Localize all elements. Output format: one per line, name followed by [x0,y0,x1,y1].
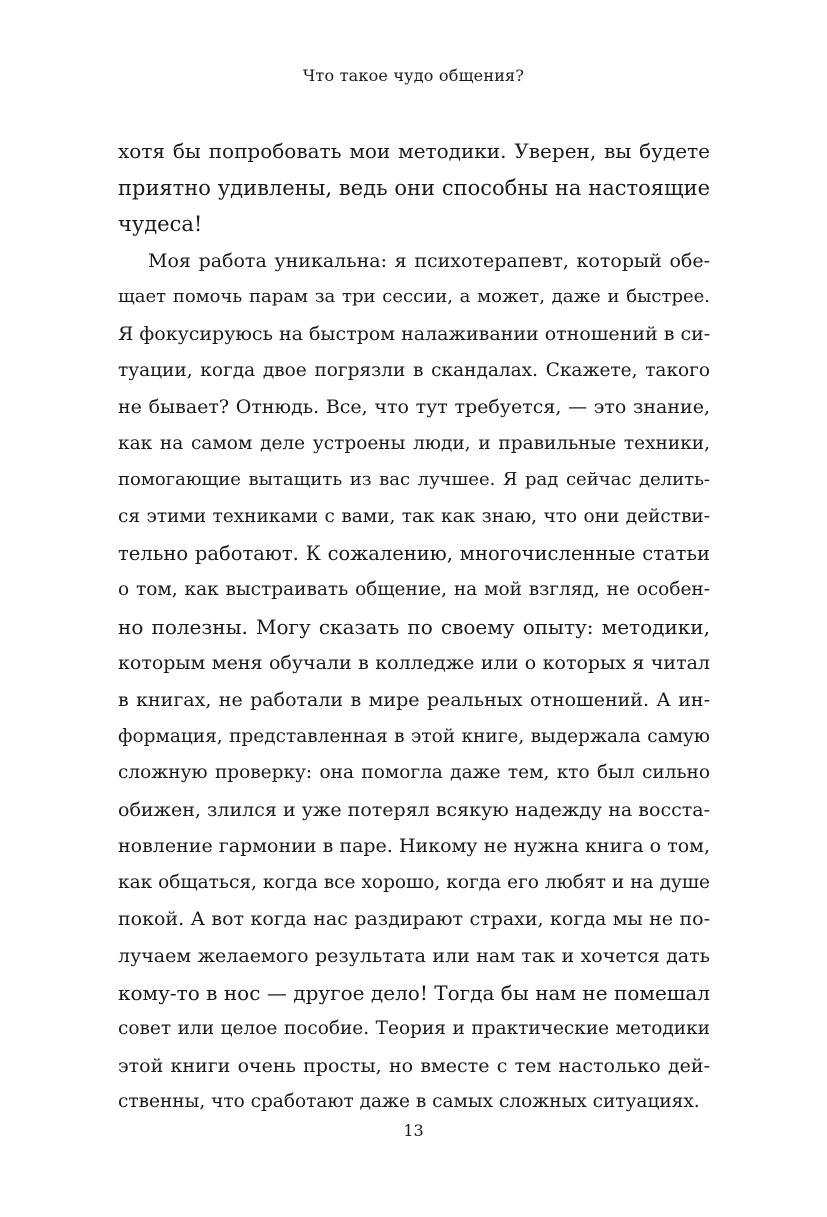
text-line: щает помочь парам за три сессии, а может, даже и быстрее. [118,286,710,308]
text-line: как на самом деле устроены люди, и правильные техники, [118,432,710,454]
text-line: в книгах, не работали в мире реальных отношений. А ин- [118,688,710,711]
text-line: формация, представленная в этой книге, выдержала самую [118,725,710,747]
text-line: не бывает? Отнюдь. Все, что тут требуется, — это знание, [118,396,710,419]
running-head-title: Что такое чудо общения? [302,66,525,85]
text-line: новление гармонии в паре. Никому не нужна книга о том, [118,835,710,858]
text-line: обижен, злился и уже потерял всякую надежду на восста- [118,798,710,821]
text-line: лучаем желаемого результата или нам так и хочется дать [118,945,710,968]
text-line: Я фокусируюсь на быстром налаживании отношений в си- [118,322,711,345]
text-line: тельно работают. К сожалению, многочисленные статьи [118,541,710,565]
text-line: помогающие вытащить из вас лучшее. Я рад сейчас делить- [118,469,710,491]
page-number: 13 [403,1121,424,1140]
text-line: чудеса! [118,212,203,237]
text-line: совет или целое пособие. Теория и практические методики [118,1018,710,1040]
body-text [118,133,710,1121]
text-line: этой книги очень просты, но вместе с тем настолько дей- [118,1054,710,1077]
text-line: покой. А вот когда нас раздирают страхи, когда мы не по- [118,908,710,931]
text-line: хотя бы попробовать мои методики. Уверен, вы будете [118,139,710,163]
text-line: приятно удивлены, ведь они способны на настоящие [118,175,710,200]
text-line: кому-то в нос — другое дело! Тогда бы нам не помешал [118,980,710,1005]
text-line: туации, когда двое погрязли в скандалах. Скажете, такого [118,359,710,381]
text-line: которым меня обучали в колледже или о которых я читал [118,652,710,675]
text-line: о том, как выстраивать общение, на мой взгляд, не особен- [118,579,710,601]
text-line: как общаться, когда все хорошо, когда его любят и на душе [118,871,710,893]
paragraph-first-line: Моя работа уникальна: я психотерапевт, который обе- [148,249,710,272]
text-line: сложную проверку: она помогла даже тем, кто был сильно [118,762,710,784]
text-line: ся этими техниками с вами, так как знаю, что они действи- [118,505,710,527]
text-line: ственны, что сработают даже в самых сложных ситуациях. [118,1091,700,1113]
text-line: но полезны. Могу сказать по своему опыту: методики, [118,614,710,639]
